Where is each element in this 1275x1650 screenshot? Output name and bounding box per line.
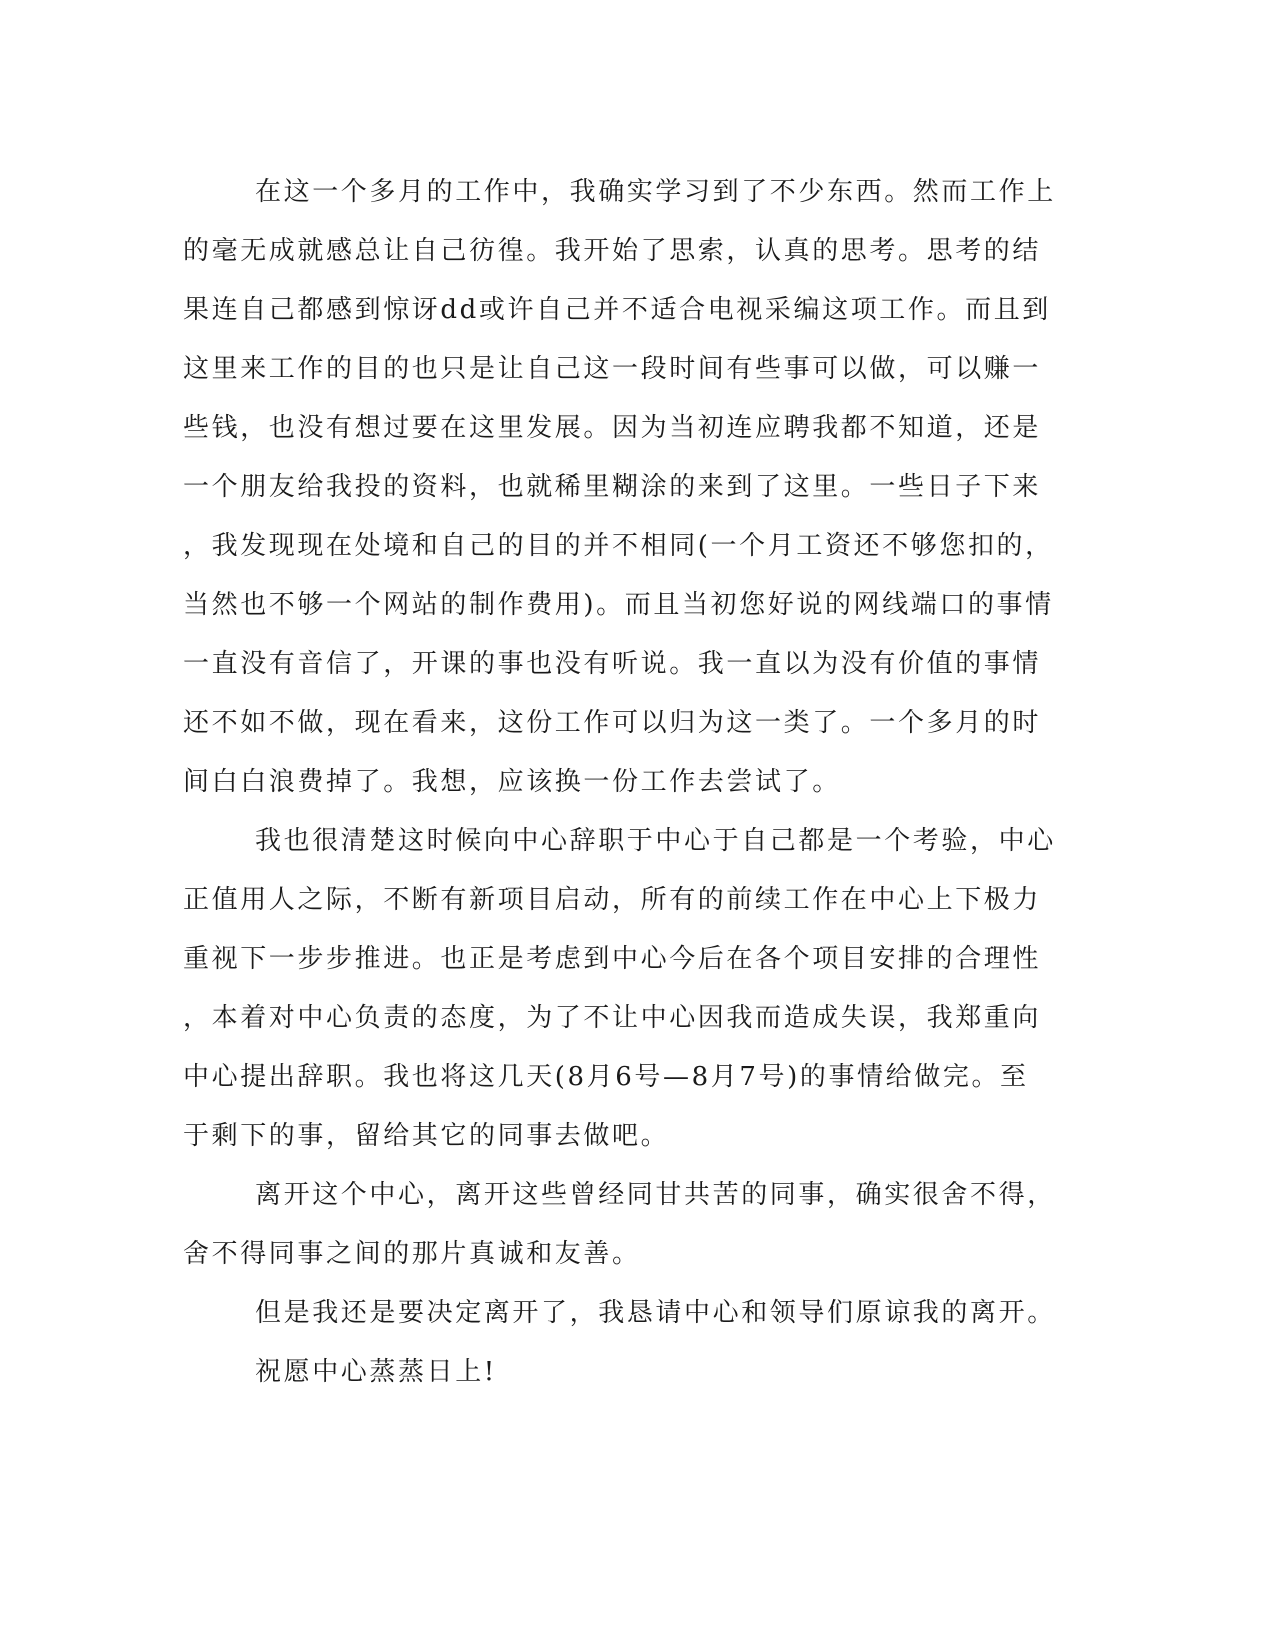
text-line: 正值用人之际，不断有新项目启动，所有的前续工作在中心上下极力 [183, 885, 1042, 915]
paragraph-4 [183, 1284, 1056, 1343]
text-line: 还不如不做，现在看来，这份工作可以归为这一类了。一个多月的时 [183, 708, 1042, 738]
text-line: ，本着对中心负责的态度，为了不让中心因我而造成失误，我郑重向 [183, 1003, 1042, 1033]
text-line: 果连自己都感到惊讶dd或许自己并不适合电视采编这项工作。而且到 [183, 295, 1051, 325]
text-line: 中心提出辞职。我也将这几天(8月6号—8月7号)的事情给做完。至 [183, 1062, 1029, 1092]
text-line: 间白白浪费掉了。我想，应该换一份工作去尝试了。 [183, 767, 841, 797]
paragraph-3 [183, 1166, 1056, 1284]
paragraph-2 [183, 812, 1056, 1166]
text-line: 的毫无成就感总让自己彷徨。我开始了思索，认真的思考。思考的结 [183, 236, 1042, 266]
text-line: 离开这个中心，离开这些曾经同甘共苦的同事，确实很舍不得， [255, 1180, 1056, 1210]
paragraph-5 [183, 1343, 1043, 1402]
text-line: 重视下一步步推进。也正是考虑到中心今后在各个项目安排的合理性 [183, 944, 1042, 974]
text-line: ，我发现现在处境和自己的目的并不相同(一个月工资还不够您扣的， [183, 531, 1054, 561]
text-line: 一直没有音信了，开课的事也没有听说。我一直以为没有价值的事情 [183, 649, 1042, 679]
text-line: 当然也不够一个网站的制作费用)。而且当初您好说的网线端口的事情 [183, 590, 1054, 620]
text-line: 这里来工作的目的也只是让自己这一段时间有些事可以做，可以赚一 [183, 354, 1042, 384]
text-line: 我也很清楚这时候向中心辞职于中心于自己都是一个考验，中心 [255, 826, 1056, 856]
letter-body [183, 163, 1056, 1402]
text-line: 祝愿中心蒸蒸日上! [255, 1357, 497, 1387]
text-line: 些钱，也没有想过要在这里发展。因为当初连应聘我都不知道，还是 [183, 413, 1042, 443]
text-line: 于剩下的事，留给其它的同事去做吧。 [183, 1121, 670, 1151]
text-line: 一个朋友给我投的资料，也就稀里糊涂的来到了这里。一些日子下来 [183, 472, 1042, 502]
text-line: 但是我还是要决定离开了，我恳请中心和领导们原谅我的离开。 [255, 1298, 1056, 1328]
text-line: 舍不得同事之间的那片真诚和友善。 [183, 1239, 641, 1269]
text-line: 在这一个多月的工作中，我确实学习到了不少东西。然而工作上 [255, 177, 1056, 207]
paragraph-1 [183, 163, 1056, 812]
